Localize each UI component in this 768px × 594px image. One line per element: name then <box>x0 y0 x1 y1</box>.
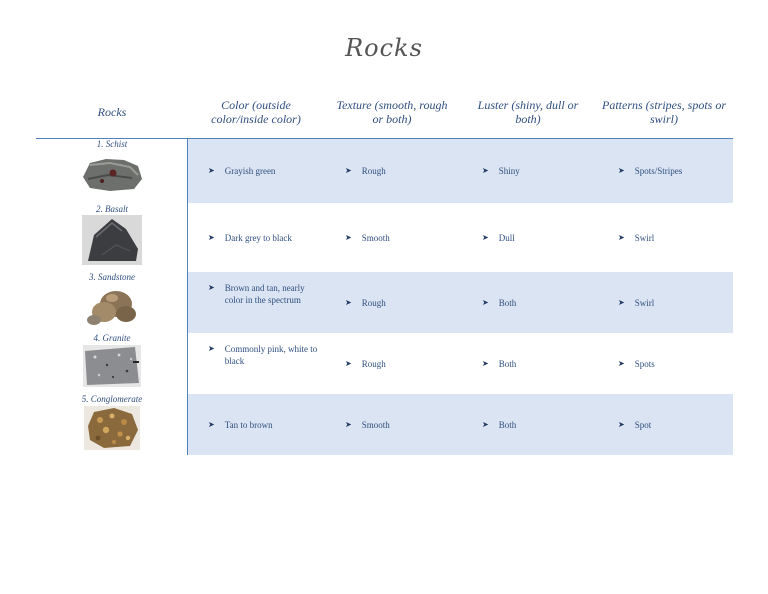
bullet-arrow-icon: ➤ <box>482 358 489 368</box>
luster-cell: ➤ Dull <box>482 232 515 243</box>
table-row <box>36 394 733 455</box>
color-cell: ➤ Dark grey to black <box>208 232 292 243</box>
table-row <box>36 139 733 203</box>
page-title: Rocks <box>345 34 423 62</box>
bullet-arrow-icon: ➤ <box>208 419 215 429</box>
bullet-arrow-icon: ➤ <box>345 232 352 242</box>
texture-cell: ➤ Rough <box>345 358 386 369</box>
table-row <box>36 272 733 333</box>
bullet-arrow-icon: ➤ <box>208 232 215 242</box>
bullet-arrow-icon: ➤ <box>618 166 625 175</box>
luster-cell: ➤ Shiny <box>482 166 520 176</box>
rock-name: 5. Conglomerate <box>81 394 143 404</box>
texture-cell: ➤ Rough <box>345 166 386 176</box>
bullet-arrow-icon: ➤ <box>618 358 625 368</box>
color-cell: ➤ Brown and tan, nearly color in the spectrum <box>208 283 305 305</box>
texture-cell: ➤ Smooth <box>345 232 390 243</box>
color-cell: ➤ Grayish green <box>208 166 276 176</box>
bullet-arrow-icon: ➤ <box>208 166 215 175</box>
schist-rock-image <box>80 151 144 193</box>
header-patterns: Patterns (stripes, spots or swirl) <box>602 98 727 126</box>
luster-cell: ➤ Both <box>482 297 517 308</box>
granite-rock-image <box>83 345 141 387</box>
bullet-arrow-icon: ➤ <box>208 283 215 292</box>
rock-name: 3. Sandstone <box>89 272 135 282</box>
bullet-arrow-icon: ➤ <box>345 297 352 307</box>
rock-name: 4. Granite <box>93 333 131 343</box>
patterns-cell: ➤ Swirl <box>618 232 655 243</box>
sandstone-rock-image <box>82 284 142 328</box>
bullet-arrow-icon: ➤ <box>482 419 489 429</box>
patterns-cell: ➤ Spot <box>618 419 652 430</box>
bullet-arrow-icon: ➤ <box>345 166 352 175</box>
bullet-arrow-icon: ➤ <box>618 419 625 429</box>
conglomerate-rock-image <box>84 406 140 450</box>
table-row <box>36 333 733 394</box>
bullet-arrow-icon: ➤ <box>482 166 489 175</box>
bullet-arrow-icon: ➤ <box>618 232 625 242</box>
rock-name: 1. Schist <box>96 139 128 149</box>
basalt-rock-image <box>82 215 142 265</box>
texture-cell: ➤ Smooth <box>345 419 390 430</box>
texture-cell: ➤ Rough <box>345 297 386 308</box>
bullet-arrow-icon: ➤ <box>208 344 215 353</box>
header-rocks: Rocks <box>97 105 127 119</box>
header-texture: Texture (smooth, rough or both) <box>336 98 448 126</box>
table-divider <box>187 139 188 455</box>
bullet-arrow-icon: ➤ <box>345 419 352 429</box>
color-cell: ➤ Commonly pink, white to black <box>208 344 318 366</box>
luster-cell: ➤ Both <box>482 358 517 369</box>
bullet-arrow-icon: ➤ <box>482 232 489 242</box>
bullet-arrow-icon: ➤ <box>618 297 625 307</box>
rock-name: 2. Basalt <box>95 204 128 214</box>
bullet-arrow-icon: ➤ <box>345 358 352 368</box>
table-header-row <box>36 86 733 139</box>
luster-cell: ➤ Both <box>482 419 517 430</box>
patterns-cell: ➤ Spots <box>618 358 655 369</box>
color-cell: ➤ Tan to brown <box>208 419 273 430</box>
patterns-cell: ➤ Swirl <box>618 297 655 308</box>
header-color: Color (outside color/inside color) <box>211 98 301 126</box>
bullet-arrow-icon: ➤ <box>482 297 489 307</box>
table-row <box>36 203 733 272</box>
patterns-cell: ➤ Spots/Stripes <box>618 166 683 176</box>
header-luster: Luster (shiny, dull or both) <box>477 98 579 126</box>
